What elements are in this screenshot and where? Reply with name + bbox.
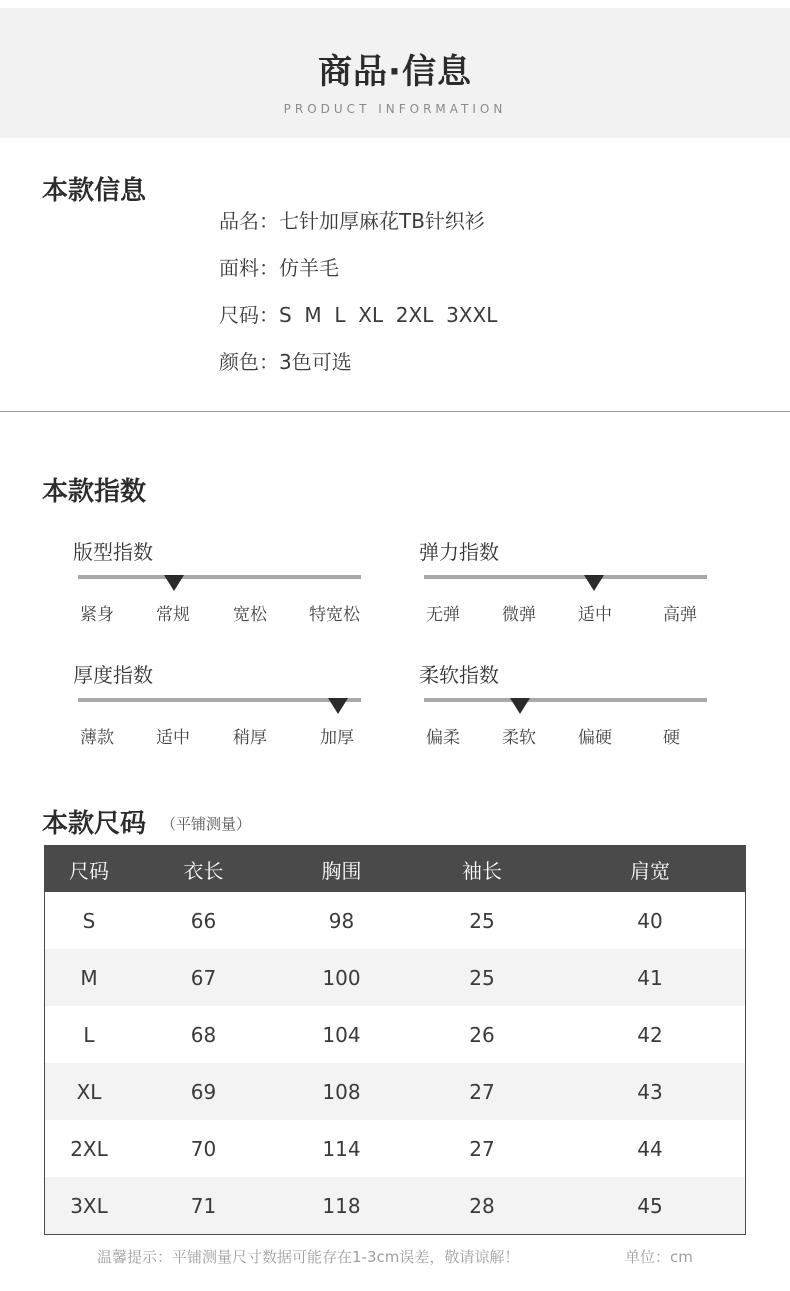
table-cell: 25 [409,949,555,1006]
index-marker [164,575,184,591]
section-title-size: 本款尺码 [42,809,147,839]
table-cell: 70 [190,1136,217,1161]
info-label: 尺码： [219,303,279,327]
table-cell: 41 [555,949,746,1006]
index-option: 加厚 [320,728,354,748]
index-title: 弹力指数 [419,540,499,564]
table-cell: 108 [274,1063,409,1120]
table-cell: 104 [322,1022,361,1047]
table-cell: 27 [409,1063,555,1120]
table-cell: 98 [328,908,355,933]
table-cell: 69 [133,1063,274,1120]
info-value: 3色可选 [279,350,352,374]
page-title: 商品·信息 [318,52,472,92]
index-marker [584,575,604,591]
table-row [45,892,746,949]
index-option: 宽松 [233,605,267,625]
table-cell: L [83,1022,95,1047]
index-option: 微弹 [502,605,536,625]
index-option: 硬 [663,728,680,748]
index-track [78,575,361,579]
index-option: 柔软 [502,728,536,748]
index-title: 柔软指数 [419,663,499,687]
index-option: 适中 [578,605,612,625]
index-track [424,698,707,702]
index-option: 无弹 [426,605,460,625]
info-line-fabric [219,252,339,281]
info-value: 七针加厚麻花TB针织衫 [279,209,485,233]
index-title: 版型指数 [73,540,153,564]
page-subtitle: PRODUCT INFORMATION [283,102,507,116]
table-cell: 28 [409,1177,555,1235]
section-divider [0,411,790,412]
table-cell: 114 [322,1136,361,1161]
table-row [45,949,746,1006]
table-row [45,1006,746,1063]
table-cell: 67 [133,949,274,1006]
index-option: 偏柔 [426,728,460,748]
table-row [45,1177,746,1235]
info-value: 仿羊毛 [279,256,339,280]
column-header: 尺码 [45,846,134,893]
table-cell: 40 [637,908,663,933]
footer-tip: 温馨提示：平铺测量尺寸数据可能存在1-3cm误差，敬请谅解！ [97,1248,520,1266]
table-row [45,1063,746,1120]
column-header: 衣长 [133,846,274,893]
section-title-info: 本款信息 [42,176,147,206]
info-line-color [219,346,352,375]
table-row [45,1120,746,1177]
info-label: 品名： [219,209,279,233]
index-title: 厚度指数 [73,663,153,687]
table-cell: 27 [469,1136,495,1161]
table-cell: M [45,949,134,1006]
section-title-indices: 本款指数 [42,477,147,507]
table-cell: 100 [274,949,409,1006]
footer-unit: 单位：cm [625,1248,693,1266]
table-cell: 3XL [45,1177,134,1235]
table-cell: 66 [190,908,217,933]
table-cell: 26 [469,1022,495,1047]
column-header: 胸围 [274,846,409,893]
info-line-name [219,205,485,234]
table-header-row [45,846,746,893]
index-track [424,575,707,579]
index-option: 特宽松 [309,605,360,625]
index-marker [510,698,530,714]
table-cell: 43 [555,1063,746,1120]
index-option: 适中 [156,728,190,748]
index-track [78,698,361,702]
index-option: 稍厚 [233,728,267,748]
table-cell: XL [45,1063,134,1120]
info-label: 颜色： [219,350,279,374]
index-option: 薄款 [80,728,114,748]
table-cell: S [82,908,96,933]
column-header: 袖长 [409,846,555,893]
table-cell: 25 [469,908,495,933]
table-cell: 71 [133,1177,274,1235]
table-cell: 68 [190,1022,217,1047]
table-cell: 118 [274,1177,409,1235]
index-option: 偏硬 [578,728,612,748]
header-banner [0,8,790,138]
table-cell: 44 [637,1136,663,1161]
index-marker [328,698,348,714]
table-cell: 42 [637,1022,663,1047]
index-option: 高弹 [663,605,697,625]
index-option: 常规 [156,605,190,625]
table-cell: 45 [555,1177,746,1235]
column-header: 肩宽 [555,846,746,893]
info-label: 面料： [219,256,279,280]
table-cell: 2XL [70,1136,108,1161]
info-line-size [219,299,497,328]
index-option: 紧身 [80,605,114,625]
info-value: S M L XL 2XL 3XXL [279,303,498,327]
measure-note: （平铺测量） [161,815,252,833]
size-table [44,845,746,1235]
